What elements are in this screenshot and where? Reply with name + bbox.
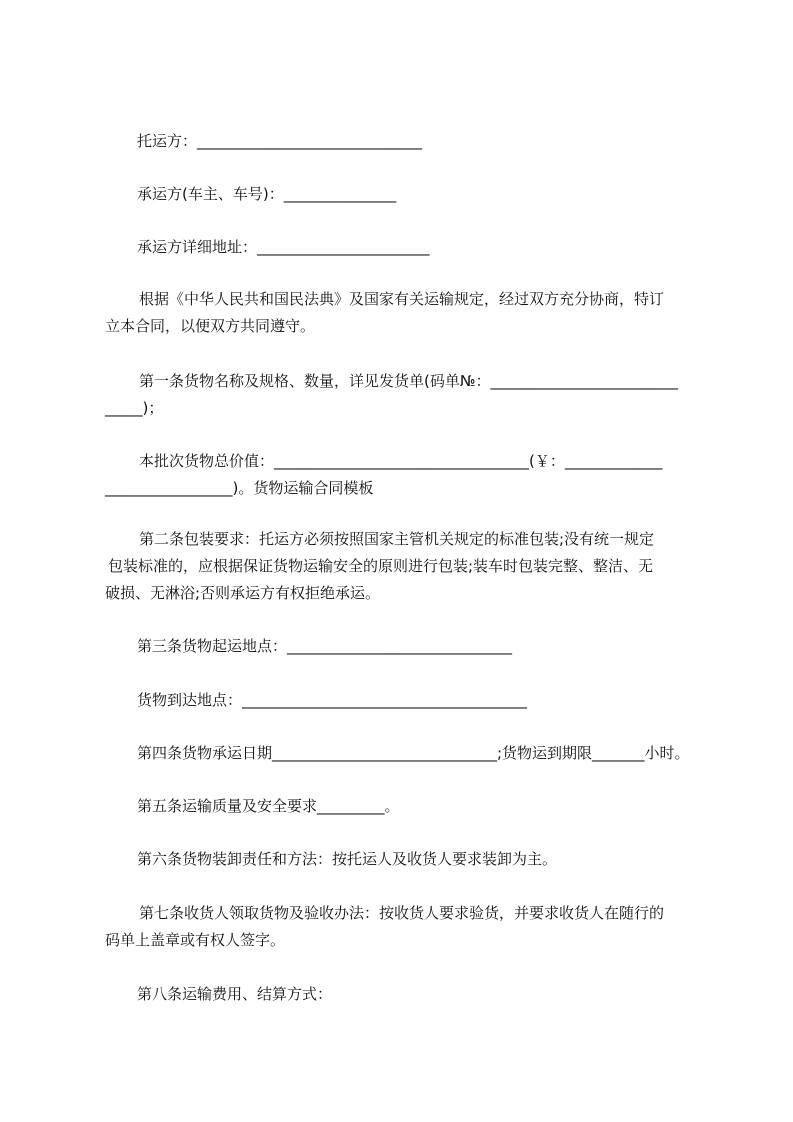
article-7-paragraph xyxy=(105,900,705,954)
article-2-line-3: 破损、无淋浴;否则承运方有权拒绝承运。 xyxy=(105,584,381,602)
carrier-address-line: 承运方详细地址：_______________________ xyxy=(137,238,430,256)
article-8-paragraph xyxy=(137,981,737,1008)
arrival-line: 货物到达地点：______________________________________ xyxy=(137,691,528,709)
article-7-line-1: 第七条收货人领取货物及验收办法：按收货人要求验货，并要求收货人在随行的 xyxy=(139,904,665,922)
article-1-line-1: 第一条货物名称及规格、数量，详见发货单(码单№：_________________________ xyxy=(139,372,678,390)
article-5-line: 第五条运输质量及安全要求_________。 xyxy=(137,797,400,815)
total-value-line-1: 本批次货物总价值：__________________________________(￥：_____________ xyxy=(139,452,663,470)
article-1-line-2: _____)； xyxy=(105,399,164,417)
total-value-paragraph xyxy=(105,448,705,502)
article-2-line-2: 包装标准的，应根据保证货物运输安全的原则进行包装;装车时包装完整、整洁、无 xyxy=(108,557,654,575)
article-4-line: 第四条货物承运日期______________________________;货物运到期限_______小时。 xyxy=(137,744,690,762)
carrier-field xyxy=(137,181,737,208)
shipper-field xyxy=(137,128,737,155)
article-1-paragraph xyxy=(105,368,705,422)
article-3-line: 第三条货物起运地点：______________________________ xyxy=(137,637,513,655)
shipper-line: 托运方：______________________________ xyxy=(137,132,423,150)
article-7-line-2: 码单上盖章或有权人签字。 xyxy=(105,931,286,949)
preamble-line-2: 立本合同，以便双方共同遵守。 xyxy=(105,317,316,335)
preamble-line-1: 根据《中华人民共和国民法典》及国家有关运输规定，经过双方充分协商，特订 xyxy=(139,290,665,308)
article-5-paragraph xyxy=(137,793,737,820)
article-6-line: 第六条货物装卸责任和方法：按托运人及收货人要求装卸为主。 xyxy=(137,850,558,868)
arrival-paragraph xyxy=(137,687,737,714)
article-6-paragraph xyxy=(137,846,737,873)
total-value-line-2: _________________)。货物运输合同模板 xyxy=(105,479,374,497)
carrier-address-field xyxy=(137,234,737,261)
carrier-line: 承运方(车主、车号)：_______________ xyxy=(137,185,397,203)
article-4-paragraph xyxy=(137,740,707,767)
article-8-line: 第八条运输费用、结算方式： xyxy=(137,985,333,1003)
preamble-paragraph xyxy=(105,286,705,340)
article-3-paragraph xyxy=(137,633,737,660)
article-2-line-1: 第二条包装要求：托运方必须按照国家主管机关规定的标准包装;没有统一规定 xyxy=(139,530,655,548)
article-2-paragraph xyxy=(105,526,705,607)
